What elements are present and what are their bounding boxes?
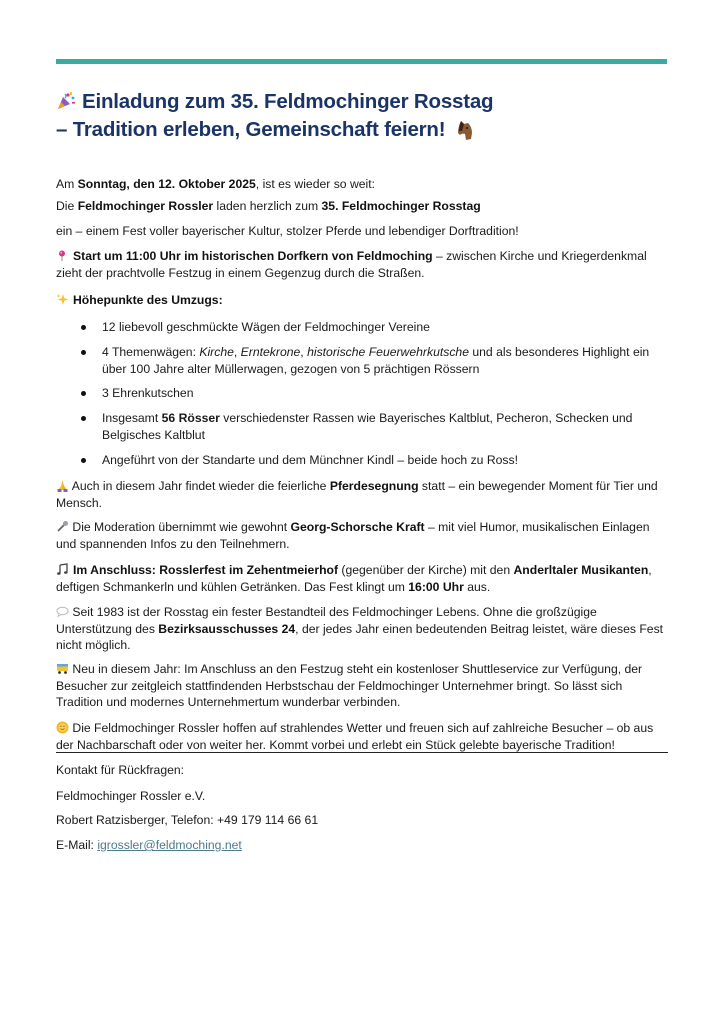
bullet: [81, 391, 86, 396]
history-paragraph: Seit 1983 ist der Rosstag ein fester Bestandteil des Feldmochinger Lebens. Ohne die großzügige Unterstützung des Bezirksausschusses 24, der jedes Jahr einen bedeutenden Beitrag leistet, wäre dieses Fest nicht möglich.: [56, 605, 664, 652]
moderation-paragraph: Die Moderation übernimmt wie gewohnt Georg-Schorsche Kraft – mit viel Humor, musikalischen Einlagen und spannenden Infos zu den Teilnehmern.: [56, 520, 650, 551]
bullet: [81, 416, 86, 421]
shuttle-paragraph: Neu in diesem Jahr: Im Anschluss an den Festzug steht ein kostenloser Shuttleservice zur Verfügung, der Besucher zur zeitgleich stattfindenden Herbstschau der Feldmochinger Unternehmer bringt. So lässt sich Tradition und modernes Unternehmertum wunderbar verbinden.: [56, 662, 643, 709]
list-item: Insgesamt 56 Rösser verschiedenster Rassen wie Bayerisches Kaltblut, Pecheron, Schecken und Belgisches Kaltblut: [102, 410, 668, 443]
intro-invite: Die Feldmochinger Rossler laden herzlich zum 35. Feldmochinger Rosstag: [56, 199, 481, 213]
sparkles-icon: [56, 293, 69, 306]
highlights-heading: Höhepunkte des Umzugs:: [56, 292, 668, 309]
title-text-1: Einladung zum 35. Feldmochinger Rosstag: [82, 90, 494, 113]
email-link[interactable]: igrossler@feldmoching.net: [97, 838, 242, 852]
contact-heading: Kontakt für Rückfragen:: [56, 763, 185, 777]
speech-bubble-icon: [56, 605, 69, 618]
bullet: [81, 350, 86, 355]
intro-description: ein – einem Fest voller bayerischer Kultur, stolzer Pferde und lebendiger Dorftradition!: [56, 224, 519, 238]
start-paragraph: Start um 11:00 Uhr im historischen Dorfkern von Feldmoching – zwischen Kirche und Kriegerdenkmal zieht der prachtvolle Festzug in einem Gegenzug durch die Straßen.: [56, 249, 647, 280]
event-name: 35. Feldmochinger Rosstag: [321, 199, 481, 213]
party-popper-icon: [56, 91, 76, 111]
start-time: Start um 11:00 Uhr im historischen Dorfkern von Feldmoching: [73, 249, 433, 263]
contact-email-line: [56, 837, 668, 854]
microphone-icon: [56, 520, 69, 533]
bus-icon: [56, 662, 69, 675]
title-line-2: [56, 116, 676, 144]
contact-organization: Feldmochinger Rossler e.V.: [56, 789, 206, 803]
list-item: Angeführt von der Standarte und dem Münchner Kindl – beide hoch zu Ross!: [102, 452, 668, 469]
accent-bar: [56, 59, 667, 64]
festival-paragraph: Im Anschluss: Rosslerfest im Zehentmeierhof (gegenüber der Kirche) mit den Anderltaler Musikanten, deftigen Schmankerln und kühlen Getränken. Das Fest klingt um 16:00 Uhr aus.: [56, 563, 652, 594]
contact-person-phone: Robert Ratzisberger, Telefon: +49 179 114 66 61: [56, 813, 319, 827]
bullet: [81, 458, 86, 463]
email-label: E-Mail:: [56, 838, 98, 852]
list-item: 4 Themenwägen: Kirche, Erntekrone, historische Feuerwehrkutsche und als besonderes Highlight ein über 100 Jahre alter Müllerwagen, gezogen von 5 prächtigen Rössern: [102, 344, 668, 377]
horse-face-icon: [455, 119, 475, 141]
list-item: 3 Ehrenkutschen: [102, 385, 668, 402]
organizer-name: Feldmochinger Rossler: [77, 199, 214, 213]
blessing-paragraph: Auch in diesem Jahr findet wieder die feierliche Pferdesegnung statt – ein bewegender Moment für Tier und Mensch.: [56, 479, 658, 510]
smiling-sun-icon: [56, 721, 69, 734]
musical-notes-icon: [56, 563, 69, 576]
title-line-1: [56, 88, 676, 116]
round-pushpin-icon: [56, 249, 69, 262]
closing-paragraph: Die Feldmochinger Rossler hoffen auf strahlendes Wetter und freuen sich auf zahlreiche Besucher – ob aus der Nachbarschaft oder von weiter her. Kommt vorbei und erlebt ein Stück gelebte bayerische Tradition!: [56, 721, 654, 752]
list-item: 12 liebevoll geschmückte Wägen der Feldmochinger Vereine: [102, 319, 668, 336]
event-date: Sonntag, den 12. Oktober 2025: [77, 177, 256, 191]
sponsor-name: Bezirksausschusses 24: [158, 621, 296, 636]
folded-hands-icon: [56, 479, 69, 492]
bullet: [81, 325, 86, 330]
intro-date: Am Sonntag, den 12. Oktober 2025, ist es wieder so weit:: [56, 177, 376, 191]
section-divider: [56, 752, 668, 753]
page-title: [56, 88, 676, 144]
title-text-2: – Tradition erleben, Gemeinschaft feiern!: [56, 118, 446, 141]
